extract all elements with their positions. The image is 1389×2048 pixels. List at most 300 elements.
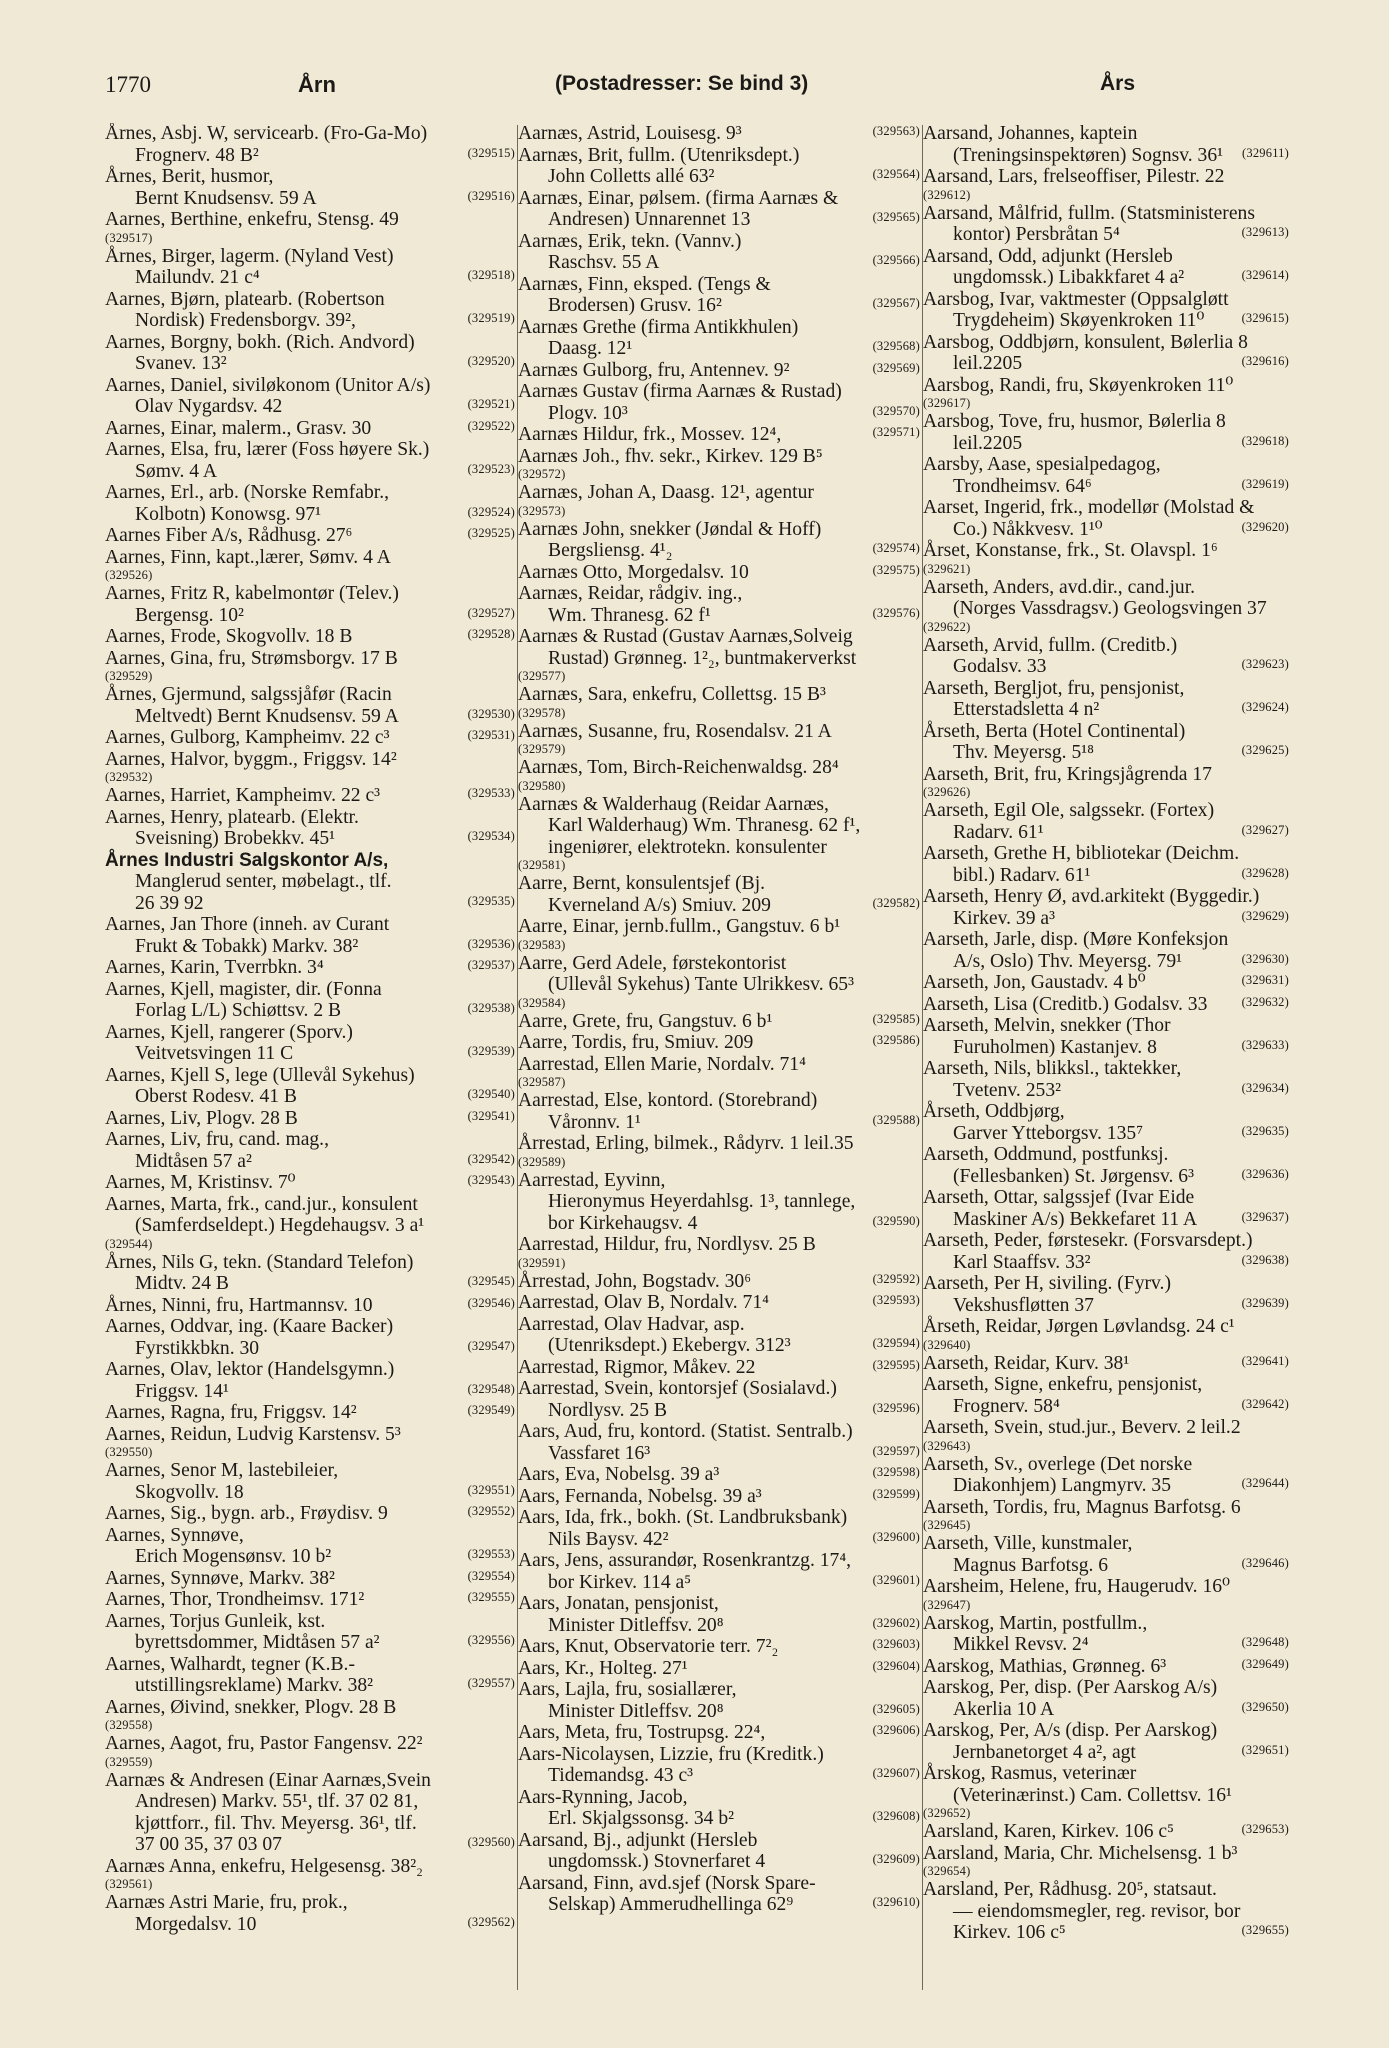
entry-code: (329535) [467,893,515,908]
entry-line: Nils Baysv. 42² [548,1528,669,1550]
entry-code: (329588) [872,1112,920,1127]
entry-code: (329559) [105,1754,153,1769]
entry-line: Bernt Knudsensv. 59 A [135,187,317,209]
entry-line: Aarnæs Gustav (firma Aarnæs & Rustad) [518,381,842,402]
entry-code: (329597) [872,1443,920,1458]
entry-line: Aarseth, Signe, enkefru, pensjonist, [923,1374,1203,1395]
entry-line: Godalsv. 33 [953,656,1047,677]
entry-code: (329590) [872,1213,920,1228]
directory-entry [518,231,922,274]
directory-entry [518,274,922,317]
directory-entry [105,1589,517,1611]
entry-line: Aars, Jonatan, pensjonist, [518,1593,719,1614]
entry-line: Aarnes, Kjell, rangerer (Sporv.) [105,1021,353,1043]
directory-entry [518,123,922,145]
entry-code: (329565) [872,210,920,224]
entry-line: Aarsand, Johannes, kaptein [923,123,1138,144]
directory-entry [923,289,1291,332]
directory-entry [105,684,517,727]
entry-line: Maskiner A/s) Bekkefaret 11 A [953,1208,1198,1230]
entry-line: kontor) Persbråtan 5⁴ [953,224,1120,245]
directory-entry [105,1252,517,1295]
entry-line: Aarnes, Liv, fru, cand. mag., [105,1129,329,1150]
entry-line: Aarnes, Senor M, lastebileier, [105,1460,339,1481]
entry-code: (329651) [1241,1742,1289,1757]
column-3 [923,123,1291,2003]
entry-line: Aarrestad, Else, kontord. (Storebrand) [518,1090,818,1111]
entry-code: (329583) [518,937,566,952]
entry-line: Aarre, Tordis, fru, Smiuv. 209 [518,1032,754,1053]
entry-line: Aarseth, Brit, fru, Kringsjågrenda 17 [923,763,1212,785]
entry-code: (329528) [467,627,515,641]
entry-code: (329631) [1241,973,1289,987]
entry-line: Aars, Lajla, fru, sosiallærer, [518,1679,737,1700]
entry-line: Daasg. 12¹ [548,338,633,359]
entry-code: (329612) [923,187,971,202]
entry-line: Aarnæs Grethe (firma Antikkhulen) [518,316,799,338]
entry-code: (329604) [872,1658,920,1673]
entry-line: 26 39 92 [135,892,204,914]
entry-code: (329623) [1241,657,1289,671]
entry-line: Aars, Meta, fru, Tostrupsg. 22⁴, [518,1722,766,1743]
entry-line: Årnes, Asbj. W, servicearb. (Fro-Ga-Mo) [105,123,428,144]
page-number: 1770 [105,72,151,97]
directory-entry [518,446,922,482]
entry-line: — eiendomsmegler, reg. revisor, bor [953,1900,1241,1922]
entry-code: (329543) [467,1173,515,1187]
entry-line: Aarnes, Bjørn, platearb. (Robertson [105,288,385,310]
entry-line: Årset, Konstanse, frk., St. Olavspl. 1⁶ [923,540,1218,561]
entry-code: (329625) [1241,743,1289,757]
entry-line: Aarnes, Elsa, fru, lærer (Foss høyere Sk.) [105,439,430,460]
entry-code: (329611) [1242,145,1289,160]
entry-code: (329633) [1241,1037,1289,1052]
entry-line: Årnes, Birger, lagerm. (Nyland Vest) [105,245,394,267]
entry-line: Aarnes, Marta, frk., cand.jur., konsulent [105,1193,418,1215]
directory-entry [923,123,1291,166]
entry-line: Aarnes, Karin, Tverrbkn. 3⁴ [105,957,324,978]
directory-entry [518,1032,922,1054]
entry-line: Diakonhjem) Langmyrv. 35 [953,1475,1172,1496]
directory-entry [518,188,922,231]
entry-line: Aarsland, Per, Rådhusg. 20⁵, statsaut. [923,1879,1217,1900]
directory-entry [105,209,517,245]
entry-line: Aarnes, Henry, platearb. (Elektr. [105,806,359,828]
entry-line: Aarre, Einar, jernb.fullm., Gangstuv. 6 b¹ [518,916,841,937]
directory-entry [518,1787,922,1830]
directory-entry [518,1636,922,1658]
entry-line: Aarnes, Kjell S, lege (Ullevål Sykehus) [105,1064,415,1086]
entry-code: (329556) [467,1633,515,1647]
entry-code: (329533) [467,786,515,800]
entry-code: (329561) [105,1877,153,1891]
entry-line: Radarv. 61¹ [953,821,1044,843]
entry-line: Thv. Meyersg. 5¹⁸ [953,742,1094,763]
entry-code: (329555) [467,1590,515,1604]
entry-code: (329642) [1241,1396,1289,1411]
entry-line: Aarnæs, Finn, eksped. (Tengs & [518,273,771,295]
entry-line: (Samferdseldept.) Hegdehaugsv. 3 a¹ [135,1215,425,1236]
entry-code: (329548) [467,1381,515,1396]
directory-entry [518,953,922,1010]
entry-code: (329624) [1241,700,1289,714]
entry-line: Aarnæs John, snekker (Jøndal & Hoff) [518,518,822,540]
directory-entry [105,375,517,418]
directory-entry [923,577,1291,634]
entry-code: (329599) [872,1486,920,1501]
entry-code: (329582) [872,895,920,910]
directory-entry [105,807,517,850]
directory-entry [105,626,517,648]
directory-entry [105,1697,517,1733]
directory-entry [923,1417,1291,1453]
directory-entry [518,1830,922,1873]
entry-line: Aarnes, Daniel, siviløkonom (Unitor A/s) [105,374,431,396]
entry-line: Aarsbog, Oddbjørn, konsulent, Bølerlia 8 [923,331,1248,353]
entry-code: (329649) [1241,1656,1289,1671]
entry-line: Aarnæs, Einar, pølsem. (firma Aarnæs & [518,187,839,209]
entry-line: Aarnes, Fritz R, kabelmontør (Telev.) [105,583,399,604]
entry-line: Akerlia 10 A [953,1698,1055,1720]
directory-entry [923,1821,1291,1843]
entry-line: Aars, Fernanda, Nobelsg. 39 a³ [518,1485,762,1507]
entry-code: (329518) [467,268,515,282]
entry-code: (329636) [1241,1166,1289,1181]
directory-entry [105,1108,517,1130]
left-guide-word: Årn [298,72,336,97]
entry-line: Aarnes, Aagot, fru, Pastor Fangensv. 22² [105,1733,423,1754]
entry-line: (Fellesbanken) St. Jørgensv. 6³ [953,1165,1194,1187]
entry-code: (329552) [467,1504,515,1518]
column-1 [105,123,517,2003]
entry-code: (329644) [1241,1476,1289,1490]
entry-line: Aarseth, Melvin, snekker (Thor [923,1015,1171,1036]
entry-line: Aarseth, Arvid, fullm. (Creditb.) [923,634,1178,656]
entry-line: Aarsand, Odd, adjunkt (Hersleb [923,245,1173,267]
entry-code: (329606) [872,1723,920,1737]
entry-code: (329554) [467,1568,515,1583]
entry-code: (329577) [518,669,566,683]
entry-line: Aarseth, Henry Ø, avd.arkitekt (Byggedir.) [923,886,1260,907]
directory-entry [923,411,1291,454]
entry-line: Aarnæs & Walderhaug (Reidar Aarnæs, [518,793,829,815]
directory-entry [518,1054,922,1090]
directory-entry [518,424,922,446]
entry-code: (329530) [467,706,515,721]
entry-line: Aarsbog, Ivar, vaktmester (Oppsalgløtt [923,288,1229,310]
directory-entry [518,794,922,873]
entry-line: Minister Ditleffsv. 20⁸ [548,1614,724,1636]
entry-line: byrettsdommer, Midtåsen 57 a² [135,1632,380,1653]
entry-line: Aarrestad, Olav B, Nordalv. 71⁴ [518,1292,769,1313]
directory-entry [518,1464,922,1486]
entry-line: Årskog, Rasmus, veterinær [923,1763,1137,1784]
entry-line: Erl. Skjalgssonsg. 34 b² [548,1808,735,1829]
entry-line: bor Kirkev. 114 a⁵ [548,1571,692,1593]
entry-code: (329564) [872,167,920,181]
entry-code: (329647) [923,1597,971,1612]
entry-line: Aarnes, Gulborg, Kampheimv. 22 c³ [105,727,390,748]
entry-line: Aars-Nicolaysen, Lizzie, fru (Kreditk.) [518,1743,824,1765]
entry-code: (329521) [467,397,515,411]
entry-line: Aarnes, Torjus Gunleik, kst. [105,1610,326,1632]
directory-entry [105,850,517,915]
entry-line: Aarsbog, Randi, fru, Skøyenkroken 11⁰ [923,374,1234,396]
entry-line: Karl Walderhaug) Wm. Thranesg. 62 f¹, [548,815,861,836]
directory-entry [105,1295,517,1317]
entry-code: (329563) [872,124,920,138]
directory-entry [923,1230,1291,1273]
entry-line: Minister Ditleffsv. 20⁸ [548,1700,724,1722]
directory-entry [105,289,517,332]
entry-line: Bergensg. 10² [135,604,244,626]
directory-entry [105,1316,517,1359]
directory-entry [923,540,1291,576]
entry-line: Aarnæs Joh., fhv. sekr., Kirkev. 129 B⁵ [518,445,823,467]
directory-entry [923,1843,1291,1879]
entry-code: (329585) [872,1011,920,1026]
entry-line: (Utenriksdept.) Ekebergv. 312³ [548,1335,791,1356]
entry-code: (329540) [467,1087,515,1101]
entry-line: Aarnes, Synnøve, Markv. 38² [105,1567,335,1589]
entry-line: Aarnes, Synnøve, [105,1524,244,1546]
entry-line: Sveisning) Brobekkv. 45¹ [135,828,335,849]
entry-code: (329602) [872,1615,920,1630]
directory-entry [518,684,922,720]
entry-line: Aarnes, M, Kristinsv. 7⁰ [105,1172,296,1193]
entry-line: Aarnæs Otto, Morgedalsv. 10 [518,561,749,583]
entry-line: Aarskog, Martin, postfullm., [923,1612,1148,1634]
entry-line: Aarnæs, Tom, Birch-Reichenwaldsg. 28⁴ [518,757,839,778]
entry-code: (329626) [923,785,971,799]
entry-code: (329576) [872,605,920,620]
entry-line: Aarnes, Walhardt, tegner (K.B.- [105,1653,355,1675]
entry-code: (329638) [1241,1252,1289,1267]
entry-code: (329635) [1241,1123,1289,1138]
directory-entry [105,1022,517,1065]
entry-code: (329605) [872,1701,920,1716]
entry-line: Aarrestad, Svein, kontorsjef (Sosialavd.) [518,1378,837,1399]
entry-line: Aarnæs, Johan A, Daasg. 12¹, agentur [518,482,814,503]
directory-entry [105,1770,517,1856]
entry-line: Aarnes, Oddvar, ing. (Kaare Backer) [105,1316,394,1337]
entry-code: (329534) [467,829,515,843]
entry-line: Aarseth, Sv., overlege (Det norske [923,1453,1193,1475]
entry-line: Aarrestad, Eyvinn, [518,1169,666,1191]
entry-line: Aarsand, Målfrid, fullm. (Statsministerens [923,202,1255,224]
entry-code: (329589) [518,1154,566,1169]
entry-line: Aarseth, Oddmund, postfunksj. [923,1144,1169,1165]
entry-line: Aarseth, Ville, kunstmaler, [923,1533,1133,1554]
directory-entry [923,332,1291,375]
entry-line: Meltvedt) Bernt Knudsensv. 59 A [135,705,399,727]
directory-entry [518,1486,922,1508]
directory-entry [923,1273,1291,1316]
directory-entry [518,1170,922,1235]
entry-code: (329568) [872,339,920,353]
directory-entry [518,1292,922,1314]
entry-code: (329586) [872,1033,920,1047]
entry-line: Årnes, Gjermund, salgssjåfør (Racin [105,684,392,705]
entry-code: (329643) [923,1438,971,1453]
entry-code: (329645) [923,1518,971,1532]
entry-line: Årrestad, John, Bogstadv. 30⁶ [518,1270,752,1292]
entry-line: Aarrestad, Hildur, fru, Nordlysv. 25 B [518,1234,816,1255]
entry-line: Nordisk) Fredensborgv. 39², [135,310,356,331]
directory-entry [923,375,1291,411]
directory-entry [105,648,517,684]
entry-line: Aarsland, Karen, Kirkev. 106 c⁵ [923,1821,1174,1842]
entry-line: Aarnæs, Astrid, Louisesg. 9³ [518,123,742,144]
entry-line: Aarskog, Per, A/s (disp. Per Aarskog) [923,1720,1218,1741]
entry-line: Vassfaret 16³ [548,1442,651,1464]
entry-code: (329598) [872,1465,920,1479]
directory-entry [518,757,922,793]
directory-entry [518,583,922,626]
entry-line: Vekshusfløtten 37 [953,1294,1094,1316]
entry-line: Aarset, Ingerid, frk., modellør (Molstad & [923,497,1255,518]
entry-code: (329545) [467,1274,515,1288]
directory-entry [923,1720,1291,1763]
directory-entry [923,1677,1291,1720]
entry-line: leil.2205 [953,353,1023,374]
entry-code: (329620) [1241,519,1289,534]
directory-entry [923,972,1291,994]
entry-line: Aars, Jens, assurandør, Rosenkrantzg. 17⁴, [518,1550,852,1571]
directory-entry [105,583,517,626]
entry-line: Friggsv. 14¹ [135,1380,229,1402]
entry-code: (329603) [872,1637,920,1651]
entry-code: (329549) [467,1403,515,1417]
directory-entry [105,749,517,785]
entry-code: (329524) [467,504,515,519]
directory-entry [518,626,922,683]
entry-code: (329529) [105,669,153,683]
entry-line: Aarseth, Ottar, salgssjef (Ivar Eide [923,1187,1195,1208]
directory-entry [105,1568,517,1590]
entry-line: Aars, Knut, Observatorie terr. 7²₂ [518,1636,779,1657]
directory-entry [518,1234,922,1270]
entry-code: (329609) [872,1852,920,1866]
directory-entry [923,454,1291,497]
entry-line: Aarnes, Berthine, enkefru, Stensg. 49 [105,209,399,230]
entry-code: (329622) [923,619,971,634]
entry-line: Kverneland A/s) Smiuv. 209 [548,894,771,916]
entry-line: Midtv. 24 B [135,1273,229,1294]
directory-entry [518,482,922,518]
entry-code: (329516) [467,188,515,203]
entry-code: (329538) [467,1001,515,1015]
entry-line: Aarnes, Frode, Skogvollv. 18 B [105,626,353,647]
directory-entry [105,482,517,525]
entry-line: Aarsland, Maria, Chr. Michelsensg. 1 b³ [923,1842,1238,1864]
entry-line: Aarnæs & Rustad (Gustav Aarnæs,Solveig [518,626,853,647]
directory-entry [518,1873,922,1916]
entry-line: Nordlysv. 25 B [548,1399,668,1421]
entry-line: Aarseth, Jon, Gaustadv. 4 b⁰ [923,972,1146,993]
entry-code: (329578) [518,705,566,720]
entry-line: Wm. Thranesg. 62 f¹ [548,604,711,626]
directory-entry [518,1658,922,1680]
entry-code: (329600) [872,1529,920,1544]
directory-entry [923,1533,1291,1576]
directory-entry [923,1656,1291,1678]
directory-entry [105,547,517,583]
entry-code: (329584) [518,995,566,1010]
entry-code: (329546) [467,1295,515,1310]
directory-entry [923,1879,1291,1944]
entry-line: Aarnes, Einar, malerm., Grasv. 30 [105,417,372,439]
entry-code: (329551) [467,1482,515,1497]
column-2 [518,123,922,2003]
entry-line: Etterstadsletta 4 n² [953,699,1100,720]
entry-line: Magnus Barfotsg. 6 [953,1554,1109,1576]
entry-code: (329628) [1241,865,1289,880]
entry-code: (329579) [518,742,566,756]
entry-code: (329627) [1241,822,1289,837]
entry-code: (329607) [872,1766,920,1780]
entry-code: (329629) [1241,908,1289,923]
entry-line: Brodersen) Grusv. 16² [548,295,722,316]
entry-code: (329596) [872,1400,920,1415]
entry-line: Aarnes, Harriet, Kampheimv. 22 c³ [105,785,381,806]
entry-line: Aars, Ida, frk., bokh. (St. Landbruksbank) [518,1507,848,1528]
directory-entry [105,979,517,1022]
entry-code: (329618) [1241,433,1289,448]
entry-line: Aars, Kr., Holteg. 27¹ [518,1657,688,1679]
entry-line: John Colletts allé 63² [548,166,715,187]
entry-line: 37 00 35, 37 03 07 [135,1834,282,1855]
entry-line: Aarre, Bernt, konsulentsjef (Bj. [518,873,766,894]
entry-code: (329542) [467,1151,515,1166]
entry-line: kjøttforr., fil. Thv. Meyersg. 36¹, tlf. [135,1812,417,1834]
entry-code: (329557) [467,1676,515,1690]
entry-line: Årrestad, Erling, bilmek., Rådyrv. 1 leil.35 [518,1133,854,1154]
entry-line: Aarsand, Bj., adjunkt (Hersleb [518,1829,758,1851]
directory-entry [105,1525,517,1568]
entry-line: Aarnes, Kjell, magister, dir. (Fonna [105,978,382,1000]
entry-code: (329520) [467,354,515,368]
entry-line: A/s, Oslo) Thv. Meyersg. 79¹ [953,950,1183,972]
directory-entry [923,246,1291,289]
directory-entry [923,1353,1291,1375]
entry-code: (329550) [105,1445,153,1459]
entry-line: Aarseth, Lisa (Creditb.) Godalsv. 33 [923,993,1208,1015]
entry-line: Furuholmen) Kastanjev. 8 [953,1036,1157,1058]
entry-line: Aarskog, Per, disp. (Per Aarskog A/s) [923,1677,1218,1698]
directory-entry [105,1503,517,1525]
entry-line: Aarseth, Svein, stud.jur., Beverv. 2 leil.2 [923,1417,1241,1438]
entry-code: (329594) [872,1336,920,1350]
directory-entry [518,1357,922,1379]
entry-line: Erich Mogensønsv. 10 b² [135,1546,332,1567]
directory-entry [105,1402,517,1424]
entry-line: Aarseth, Bergljot, fru, pensjonist, [923,677,1185,699]
entry-code: (329592) [872,1271,920,1286]
entry-code: (329639) [1241,1295,1289,1310]
entry-line: Aarnes, Olav, lektor (Handelsgymn.) [105,1359,395,1380]
entry-code: (329539) [467,1044,515,1058]
directory-entry [923,635,1291,678]
entry-line: Aarsbog, Tove, fru, husmor, Bølerlia 8 [923,411,1226,432]
entry-line: Aarseth, Anders, avd.dir., cand.jur. [923,576,1196,598]
entry-code: (329621) [923,561,971,576]
entry-code: (329571) [872,425,920,439]
entry-code: (329522) [467,418,515,433]
directory-entry [923,1058,1291,1101]
entry-code: (329646) [1241,1555,1289,1570]
entry-line: Aarseth, Per H, siviling. (Fyrv.) [923,1273,1171,1294]
